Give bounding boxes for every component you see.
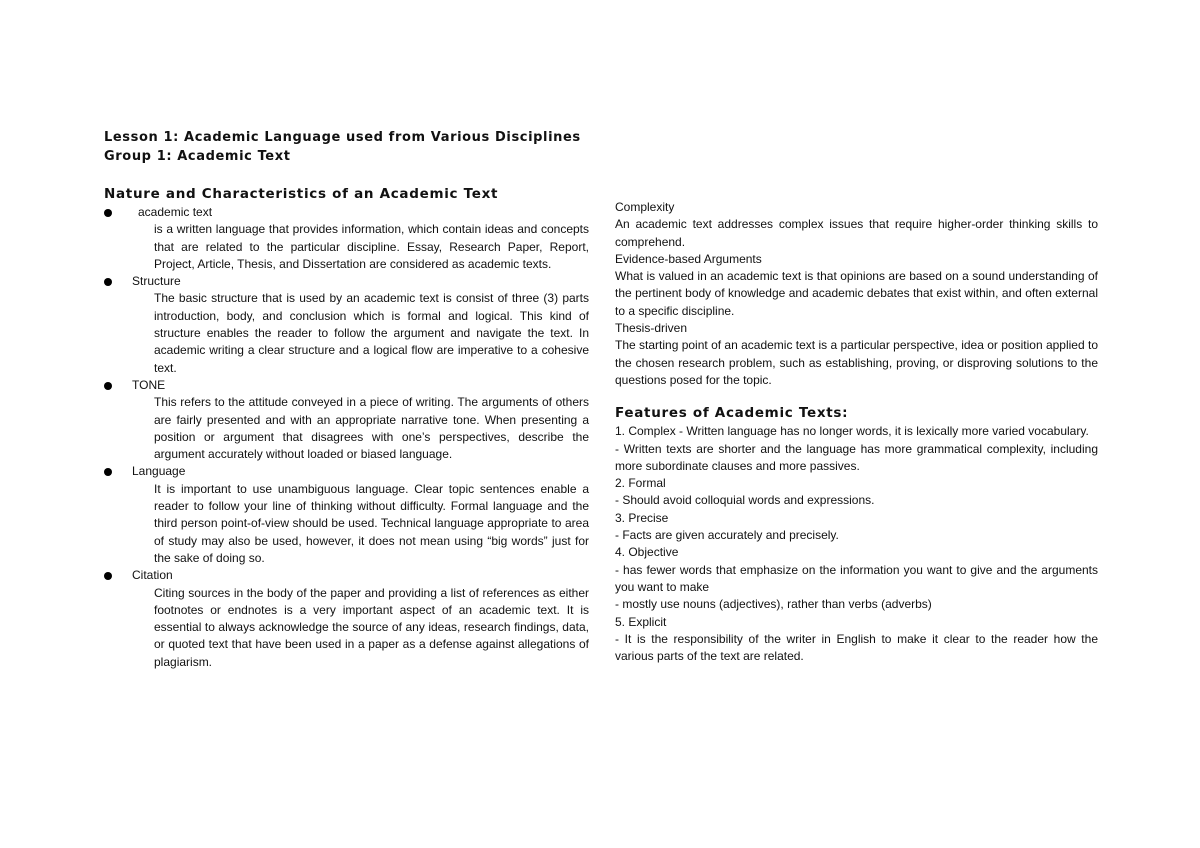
feature-line: - mostly use nouns (adjectives), rather than verbs (adverbs) (615, 597, 932, 612)
bullet-icon (104, 278, 112, 286)
features-heading: Features of Academic Texts: (615, 405, 849, 422)
bullet-title: TONE (132, 377, 166, 392)
feature-line: - Should avoid colloquial words and expressions. (615, 493, 875, 508)
bullet-tone (104, 377, 589, 463)
left-column (104, 128, 589, 671)
right-column (615, 199, 1098, 665)
bullet-language (104, 463, 589, 567)
evidence-text: What is valued in an academic text is that opinions are based on a sound understanding of the pertinent body of knowledge and academic debates that exist within, and often external to a specific discipline. (615, 269, 1098, 318)
thesis-label: Thesis-driven (615, 321, 688, 336)
bullet-icon (104, 209, 112, 217)
bullet-body: It is important to use unambiguous language. Clear topic sentences enable a reader to follow your line of thinking without difficulty. Formal language and the third person point-of-view should be used. Technical language appropriate to area of study may also be used, however, it does not mean using “big words” just for the sake of doing so. (154, 481, 589, 565)
feature-line: 4. Objective (615, 545, 679, 560)
feature-line: - Facts are given accurately and precisely. (615, 528, 839, 543)
group-title: Group 1: Academic Text (104, 149, 291, 164)
complexity-label: Complexity (615, 200, 675, 214)
bullet-title: Structure (132, 274, 181, 289)
bullet-academic-text (104, 204, 589, 273)
thesis-text: The starting point of an academic text is a particular perspective, idea or position applied to the chosen research problem, such as establishing, proving, or disproving solutions to the questions posed for the topic. (615, 338, 1098, 387)
feature-line: 3. Precise (615, 510, 669, 525)
bullet-title: academic text (138, 205, 213, 219)
bullet-icon (104, 468, 112, 476)
bullet-title: Citation (132, 568, 173, 583)
feature-line: 5. Explicit (615, 614, 667, 629)
bullet-citation (104, 567, 589, 671)
evidence-label: Evidence-based Arguments (615, 251, 762, 266)
bullet-icon (104, 382, 112, 390)
bullet-body: The basic structure that is used by an academic text is consist of three (3) parts introduction, body, and conclusion which is formal and logical. This kind of structure enables the reader to follow the argument and navigate the text. In academic writing a clear structure and a logical flow are imperative to a cohesive text. (154, 291, 589, 375)
feature-line: 1. Complex - Written language has no longer words, it is lexically more varied vocabulary. (615, 424, 1089, 439)
bullet-body: Citing sources in the body of the paper and providing a list of references as either footnotes or endnotes is a very important aspect of an academic text. It is essential to always acknowledge the source of any ideas, research findings, data, or quoted text that have been used in a paper as a defense against allegations of plagiarism. (154, 585, 589, 669)
feature-line: 2. Formal (615, 476, 666, 491)
nature-heading: Nature and Characteristics of an Academic Text (104, 186, 499, 202)
bullet-icon (104, 572, 112, 580)
complexity-text: An academic text addresses complex issues that require higher-order thinking skills to comprehend. (615, 217, 1098, 249)
bullet-body: is a written language that provides information, which contain ideas and concepts that are related to the particular discipline. Essay, Research Paper, Report, Project, Article, Thesis, and Dissertation are considered as academic texts. (154, 222, 589, 271)
bullet-structure (104, 273, 589, 377)
bullet-title: Language (132, 464, 186, 479)
lesson-title: Lesson 1: Academic Language used from Various Disciplines (104, 130, 581, 145)
bullet-body: This refers to the attitude conveyed in a piece of writing. The arguments of others are fairly presented and with an appropriate narrative tone. When presenting a position or argument that disagrees with one’s perspectives, describe the argument accurately without loaded or biased language. (154, 395, 589, 462)
feature-line: - It is the responsibility of the writer in English to make it clear to the reader how the various parts of the text are related. (615, 631, 1098, 664)
feature-line: - Written texts are shorter and the language has more grammatical complexity, including more subordinate clauses and more passives. (615, 441, 1098, 473)
feature-line: - has fewer words that emphasize on the information you want to give and the arguments you want to make (615, 562, 1098, 594)
